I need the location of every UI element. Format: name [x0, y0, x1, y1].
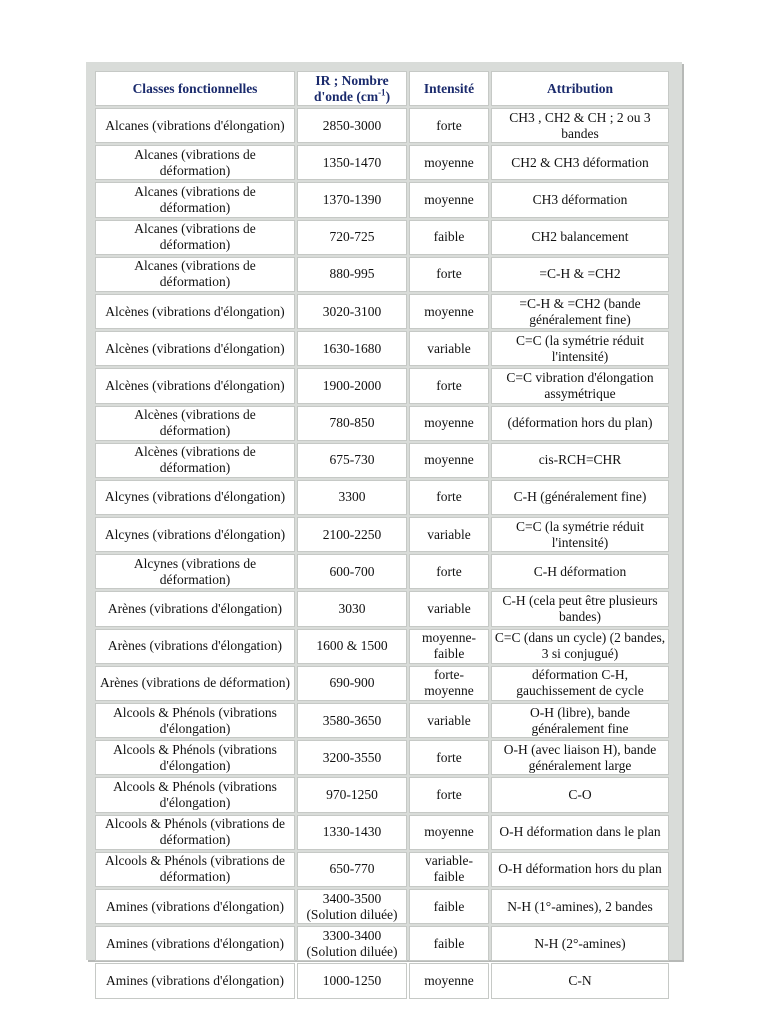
- table-row: [95, 406, 669, 441]
- cell-intensity: moyenne: [409, 406, 489, 441]
- table-row: [95, 666, 669, 701]
- cell-wavenumber: 970-1250: [297, 777, 407, 812]
- header-classes: Classes fonctionnelles: [95, 71, 295, 106]
- table-row: [95, 220, 669, 255]
- cell-wavenumber: 1370-1390: [297, 182, 407, 217]
- cell-intensity: forte: [409, 368, 489, 403]
- cell-wavenumber: 3580-3650: [297, 703, 407, 738]
- ir-table: [93, 69, 671, 1001]
- cell-intensity: forte: [409, 740, 489, 775]
- cell-class: Amines (vibrations d'élongation): [95, 889, 295, 924]
- cell-class: Alcènes (vibrations de déformation): [95, 443, 295, 478]
- cell-intensity: moyenne: [409, 294, 489, 329]
- cell-class: Alcanes (vibrations d'élongation): [95, 108, 295, 143]
- cell-intensity: variable: [409, 517, 489, 552]
- cell-class: Alcools & Phénols (vibrations de déformation): [95, 815, 295, 850]
- table-row: [95, 257, 669, 292]
- table-row: [95, 480, 669, 515]
- cell-class: Alcools & Phénols (vibrations de déformation): [95, 852, 295, 887]
- cell-class: Alcools & Phénols (vibrations d'élongation): [95, 703, 295, 738]
- cell-intensity: faible: [409, 220, 489, 255]
- table-row: [95, 294, 669, 329]
- cell-class: Alcanes (vibrations de déformation): [95, 145, 295, 180]
- cell-attribution: O-H (avec liaison H), bande généralement large: [491, 740, 669, 775]
- cell-wavenumber: 3300-3400 (Solution diluée): [297, 926, 407, 961]
- cell-class: Arènes (vibrations d'élongation): [95, 629, 295, 664]
- cell-attribution: C-H (cela peut être plusieurs bandes): [491, 591, 669, 626]
- header-wavenumber-line2: d'onde (cm: [313, 88, 379, 104]
- cell-wavenumber: 690-900: [297, 666, 407, 701]
- cell-class: Alcènes (vibrations d'élongation): [95, 294, 295, 329]
- header-intensity: Intensité: [409, 71, 489, 106]
- table-header-row: [95, 71, 669, 106]
- cell-attribution: C-O: [491, 777, 669, 812]
- table-row: [95, 703, 669, 738]
- cell-wavenumber: 1350-1470: [297, 145, 407, 180]
- cell-class: Arènes (vibrations d'élongation): [95, 591, 295, 626]
- table-row: [95, 368, 669, 403]
- table-row: [95, 629, 669, 664]
- cell-wavenumber: 1600 & 1500: [297, 629, 407, 664]
- table-body: [95, 108, 669, 999]
- cell-class: Alcènes (vibrations d'élongation): [95, 331, 295, 366]
- cell-attribution: N-H (2°-amines): [491, 926, 669, 961]
- cell-wavenumber: 650-770: [297, 852, 407, 887]
- cell-intensity: forte: [409, 108, 489, 143]
- cell-intensity: forte: [409, 480, 489, 515]
- cell-wavenumber: 1000-1250: [297, 963, 407, 998]
- cell-intensity: forte: [409, 554, 489, 589]
- cell-wavenumber: 675-730: [297, 443, 407, 478]
- cell-wavenumber: 780-850: [297, 406, 407, 441]
- cell-class: Alcynes (vibrations de déformation): [95, 554, 295, 589]
- cell-class: Alcools & Phénols (vibrations d'élongation): [95, 740, 295, 775]
- cell-wavenumber: 1330-1430: [297, 815, 407, 850]
- cell-intensity: moyenne: [409, 145, 489, 180]
- cell-intensity: variable: [409, 331, 489, 366]
- header-wavenumber: [297, 71, 407, 106]
- cell-intensity: faible: [409, 889, 489, 924]
- cell-attribution: O-H (libre), bande généralement fine: [491, 703, 669, 738]
- table-row: [95, 963, 669, 998]
- cell-attribution: CH3 , CH2 & CH ; 2 ou 3 bandes: [491, 108, 669, 143]
- cell-wavenumber: 1900-2000: [297, 368, 407, 403]
- table-row: [95, 777, 669, 812]
- cell-intensity: forte: [409, 777, 489, 812]
- cell-attribution: C-H (généralement fine): [491, 480, 669, 515]
- cell-attribution: =C-H & =CH2 (bande généralement fine): [491, 294, 669, 329]
- cell-intensity: variable-faible: [409, 852, 489, 887]
- cell-wavenumber: 600-700: [297, 554, 407, 589]
- cell-attribution: C=C (la symétrie réduit l'intensité): [491, 331, 669, 366]
- cell-wavenumber: 3030: [297, 591, 407, 626]
- cell-intensity: moyenne-faible: [409, 629, 489, 664]
- cell-attribution: (déformation hors du plan): [491, 406, 669, 441]
- cell-wavenumber: 1630-1680: [297, 331, 407, 366]
- header-wavenumber-line1: IR ; Nombre: [315, 72, 389, 88]
- table-row: [95, 889, 669, 924]
- cell-class: Alcanes (vibrations de déformation): [95, 257, 295, 292]
- header-wavenumber-end: ): [385, 88, 391, 104]
- cell-class: Arènes (vibrations de déformation): [95, 666, 295, 701]
- cell-wavenumber: 3020-3100: [297, 294, 407, 329]
- cell-wavenumber: 3300: [297, 480, 407, 515]
- table-row: [95, 591, 669, 626]
- cell-class: Alcènes (vibrations d'élongation): [95, 368, 295, 403]
- cell-intensity: variable: [409, 591, 489, 626]
- table-row: [95, 443, 669, 478]
- table-row: [95, 926, 669, 961]
- cell-wavenumber: 720-725: [297, 220, 407, 255]
- cell-intensity: moyenne: [409, 443, 489, 478]
- table-row: [95, 554, 669, 589]
- table-row: [95, 517, 669, 552]
- cell-attribution: =C-H & =CH2: [491, 257, 669, 292]
- cell-class: Alcanes (vibrations de déformation): [95, 220, 295, 255]
- cell-attribution: déformation C-H, gauchissement de cycle: [491, 666, 669, 701]
- cell-intensity: faible: [409, 926, 489, 961]
- cell-class: Alcynes (vibrations d'élongation): [95, 480, 295, 515]
- table-row: [95, 852, 669, 887]
- cell-class: Alcools & Phénols (vibrations d'élongation): [95, 777, 295, 812]
- cell-wavenumber: 880-995: [297, 257, 407, 292]
- table-row: [95, 815, 669, 850]
- cell-attribution: CH2 balancement: [491, 220, 669, 255]
- cell-intensity: moyenne: [409, 815, 489, 850]
- header-attribution: Attribution: [491, 71, 669, 106]
- cell-attribution: cis-RCH=CHR: [491, 443, 669, 478]
- cell-class: Amines (vibrations d'élongation): [95, 926, 295, 961]
- cell-class: Amines (vibrations d'élongation): [95, 963, 295, 998]
- cell-attribution: N-H (1°-amines), 2 bandes: [491, 889, 669, 924]
- cell-class: Alcènes (vibrations de déformation): [95, 406, 295, 441]
- cell-wavenumber: 2100-2250: [297, 517, 407, 552]
- cell-intensity: variable: [409, 703, 489, 738]
- cell-intensity: moyenne: [409, 182, 489, 217]
- cell-attribution: C=C (la symétrie réduit l'intensité): [491, 517, 669, 552]
- cell-wavenumber: 3200-3550: [297, 740, 407, 775]
- table-row: [95, 145, 669, 180]
- cell-intensity: forte: [409, 257, 489, 292]
- cell-attribution: C=C (dans un cycle) (2 bandes, 3 si conjugué): [491, 629, 669, 664]
- table-row: [95, 331, 669, 366]
- cell-attribution: CH2 & CH3 déformation: [491, 145, 669, 180]
- cell-attribution: C=C vibration d'élongation assymétrique: [491, 368, 669, 403]
- cell-intensity: moyenne: [409, 963, 489, 998]
- cell-attribution: C-H déformation: [491, 554, 669, 589]
- cell-attribution: C-N: [491, 963, 669, 998]
- table-row: [95, 740, 669, 775]
- cell-class: Alcanes (vibrations de déformation): [95, 182, 295, 217]
- table-row: [95, 108, 669, 143]
- cell-intensity: forte-moyenne: [409, 666, 489, 701]
- header-wavenumber-sup: -1: [378, 87, 386, 97]
- cell-wavenumber: 3400-3500 (Solution diluée): [297, 889, 407, 924]
- cell-attribution: CH3 déformation: [491, 182, 669, 217]
- cell-attribution: O-H déformation dans le plan: [491, 815, 669, 850]
- cell-wavenumber: 2850-3000: [297, 108, 407, 143]
- cell-attribution: O-H déformation hors du plan: [491, 852, 669, 887]
- cell-class: Alcynes (vibrations d'élongation): [95, 517, 295, 552]
- table-row: [95, 182, 669, 217]
